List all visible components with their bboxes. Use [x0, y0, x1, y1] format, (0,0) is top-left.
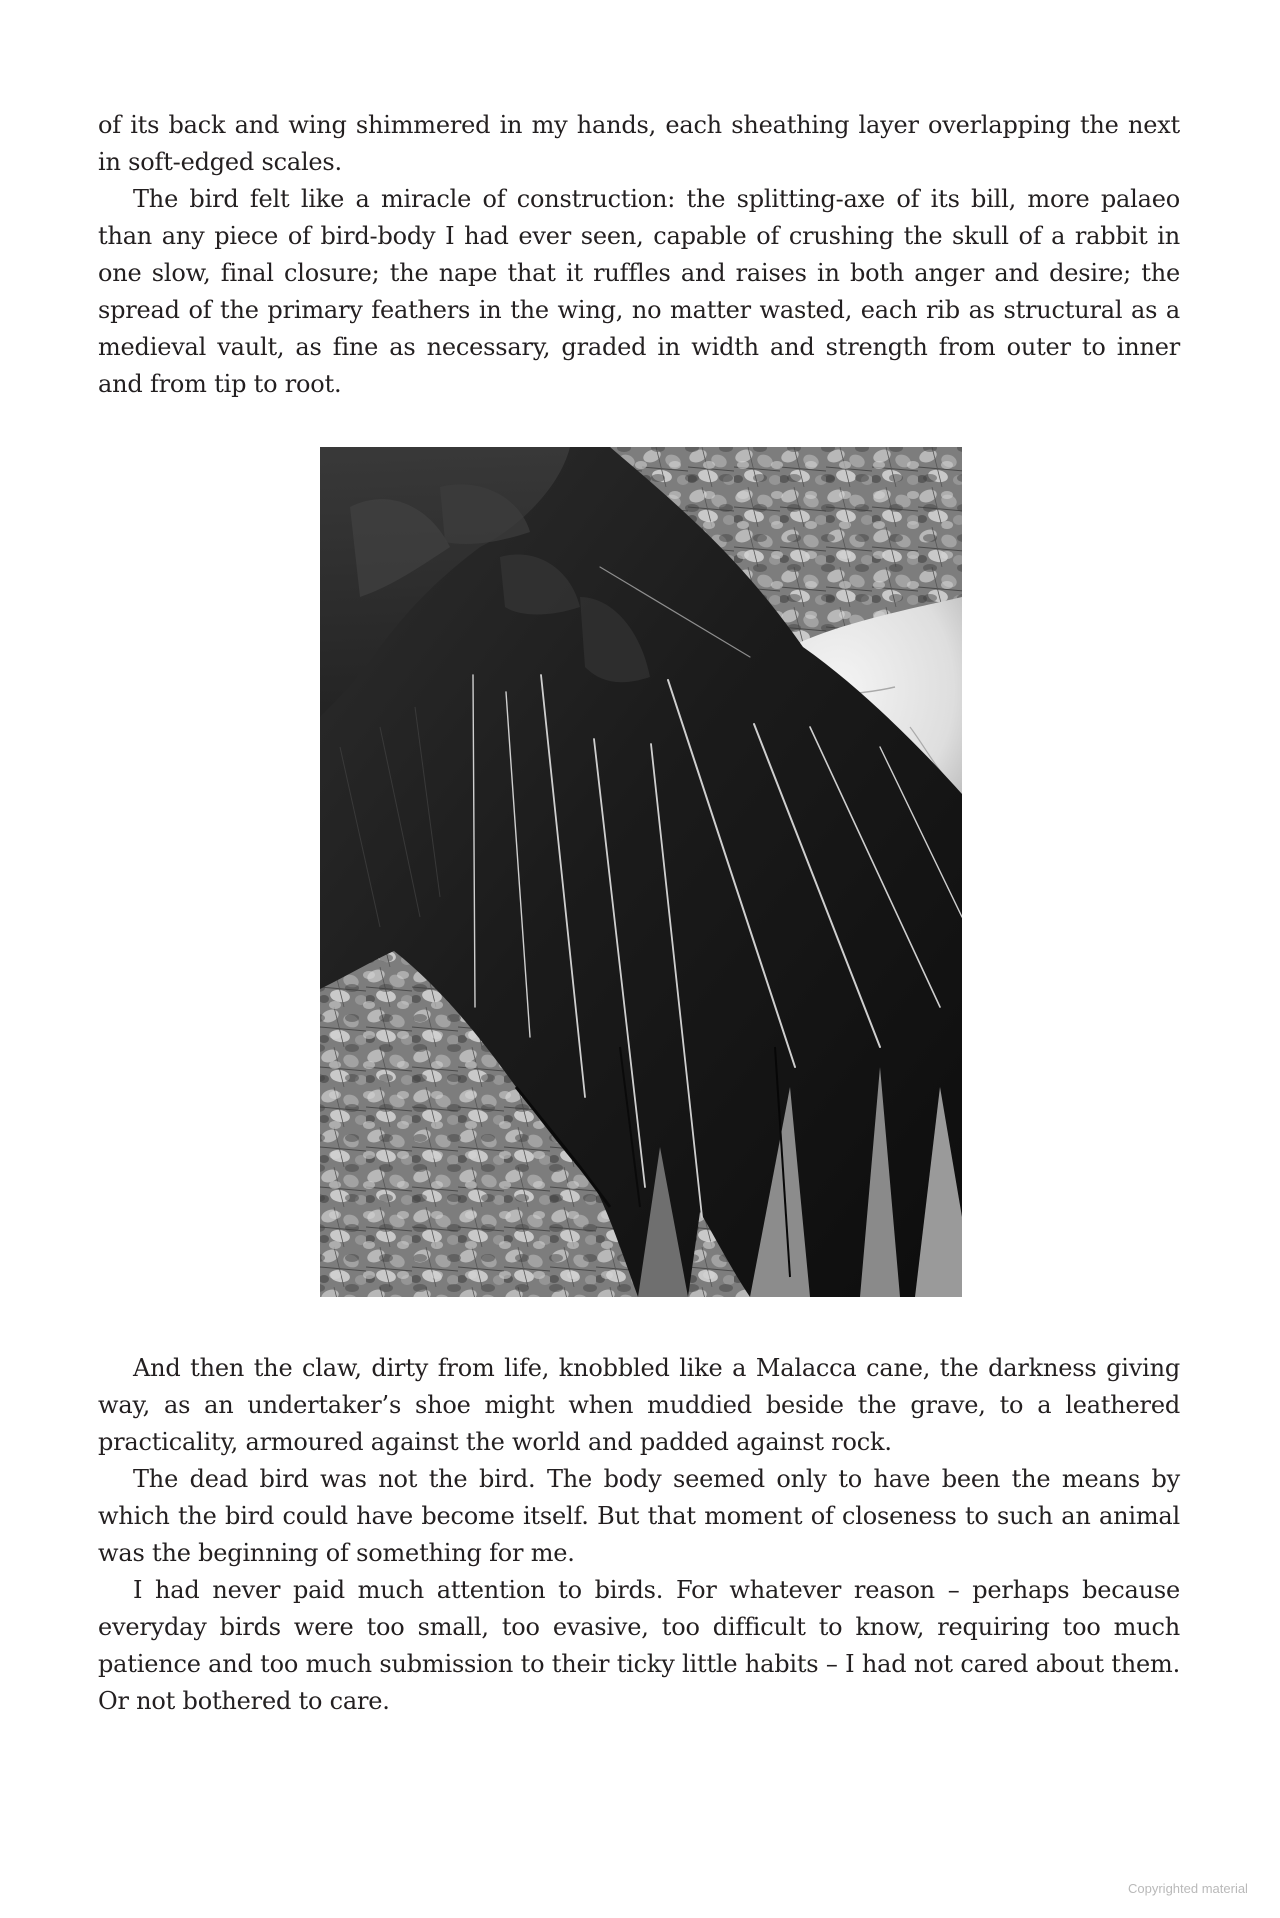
- wing-photo-illustration: [320, 447, 962, 1297]
- paragraph-continued: of its back and wing shimmered in my hands, each sheathing layer overlapping the next in soft-edged scales.: [98, 111, 1180, 176]
- paragraph-claw: And then the claw, dirty from life, knobbled like a Malacca cane, the darkness giving way, as an undertaker’s shoe might when muddied beside the grave, to a leathered practicality, armoured against the world and padded against rock.: [98, 1354, 1180, 1456]
- paragraph-bird-construction: The bird felt like a miracle of construction: the splitting-axe of its bill, more palaeo than any piece of bird-body I had ever seen, capable of crushing the skull of a rabbit in one slow, final closure; the nape that it ruffles and raises in both anger and desire; the spread of the primary feathers in the wing, no matter wasted, each rib as structural as a medieval vault, as fine as necessary, graded in width and strength from outer to inner and from tip to root.: [98, 185, 1180, 398]
- wing-photograph: [320, 447, 962, 1297]
- copyright-watermark: Copyrighted material: [1128, 1881, 1248, 1896]
- body-text-bottom: [98, 1350, 1180, 1720]
- paragraph-never-paid-attention: I had never paid much attention to birds. For whatever reason – perhaps because everyday birds were too small, too evasive, too difficult to know, requiring too much patience and too much submission to their ticky little habits – I had not cared about them. Or not bothered to care.: [98, 1576, 1180, 1715]
- paragraph-dead-bird: The dead bird was not the bird. The body seemed only to have been the means by which the bird could have become itself. But that moment of closeness to such an animal was the beginning of something for me.: [98, 1465, 1180, 1567]
- body-text-top: [98, 107, 1180, 403]
